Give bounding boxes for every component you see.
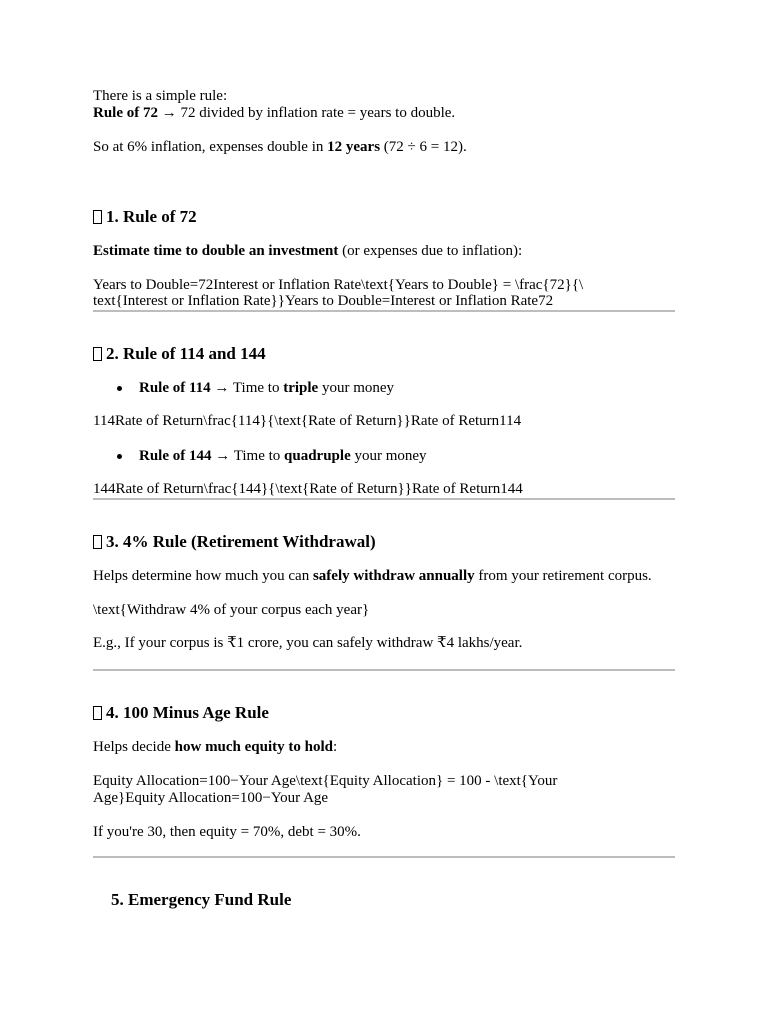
rule144-mid: Time to	[230, 448, 285, 464]
intro-line: There is a simple rule:	[93, 88, 228, 104]
equity-help-bold: how much equity to hold	[174, 739, 334, 755]
section-title: 3. 4% Rule (Retirement Withdrawal)	[106, 532, 376, 551]
bullet-icon	[117, 386, 122, 391]
rule114-formula: 114Rate of Return\frac{114}{\text{Rate of Return}}Rate of Return114	[93, 413, 522, 429]
rule114-mid: Time to	[229, 380, 284, 396]
intro-example-pre: So at 6% inflation, expenses double in	[93, 139, 328, 155]
rule114-label: Rule of 114	[139, 380, 211, 396]
divider	[93, 498, 675, 500]
section-heading-100-minus-age	[93, 703, 269, 723]
divider	[93, 669, 675, 671]
rule72-formula-line2: text{Interest or Inflation Rate}}Years to Double=Interest or Inflation Rate72	[93, 293, 554, 309]
estimate-bold: Estimate time to double an investment	[93, 243, 339, 259]
section-heading-4-percent-rule	[93, 532, 376, 552]
equity-formula-line2: Age}Equity Allocation=100−Your Age	[93, 790, 329, 806]
rule72-text: 72 divided by inflation rate = years to double.	[176, 105, 456, 121]
section-heading-rule-72	[93, 207, 197, 227]
equity-example: If you're 30, then equity = 70%, debt = 30%.	[93, 824, 361, 840]
section-heading-rule-114-144	[93, 344, 266, 364]
rule72-formula-line1: Years to Double=72Interest or Inflation Rate\text{Years to Double} = \frac{72}{\	[93, 277, 584, 293]
box-icon	[93, 535, 102, 549]
withdraw-help-bold: safely withdraw annually	[312, 568, 475, 584]
list-item-rule-114	[139, 380, 394, 397]
equity-help-post: :	[333, 739, 338, 755]
equity-help	[93, 739, 337, 756]
estimate-rest: (or expenses due to inflation):	[338, 243, 523, 259]
rule144-formula: 144Rate of Return\frac{144}{\text{Rate of Return}}Rate of Return144	[93, 481, 523, 497]
equity-help-pre: Helps decide	[93, 739, 175, 755]
box-icon	[93, 706, 102, 720]
rule144-label: Rule of 144	[139, 448, 212, 464]
rule144-bold: quadruple	[284, 448, 351, 464]
withdraw-help-post: from your retirement corpus.	[474, 568, 652, 584]
rule114-bold: triple	[283, 380, 319, 396]
divider	[93, 856, 675, 858]
section-title: 2. Rule of 114 and 144	[106, 344, 266, 363]
bullet-icon	[117, 454, 122, 459]
section-title: 4. 100 Minus Age Rule	[106, 703, 269, 722]
withdraw-example: E.g., If your corpus is ₹1 crore, you can safely withdraw ₹4 lakhs/year.	[93, 635, 523, 651]
intro-example-bold: 12 years	[327, 139, 381, 155]
right-arrow-icon: →	[214, 380, 230, 396]
section-title: 5. Emergency Fund Rule	[111, 890, 292, 909]
rule72-label: Rule of 72	[93, 105, 158, 121]
right-arrow-icon: →	[161, 105, 177, 121]
section-title: 1. Rule of 72	[106, 207, 197, 226]
rule114-end: your money	[318, 380, 395, 396]
equity-formula-line1: Equity Allocation=100−Your Age\text{Equity Allocation} = 100 - \text{Your	[93, 773, 558, 789]
list-item-rule-144	[139, 448, 427, 465]
withdraw-help-pre: Helps determine how much you can	[93, 568, 313, 584]
divider	[93, 310, 675, 312]
section-heading-emergency-fund	[111, 890, 291, 910]
withdraw-formula: \text{Withdraw 4% of your corpus each year}	[93, 602, 370, 618]
intro-example	[93, 139, 467, 156]
intro-rule72	[93, 105, 455, 122]
box-icon	[93, 210, 102, 224]
withdraw-help	[93, 568, 652, 585]
rule72-estimate	[93, 243, 522, 260]
rule144-end: your money	[350, 448, 427, 464]
right-arrow-icon: →	[215, 448, 231, 464]
box-icon	[93, 347, 102, 361]
intro-example-post: (72 ÷ 6 = 12).	[380, 139, 467, 155]
